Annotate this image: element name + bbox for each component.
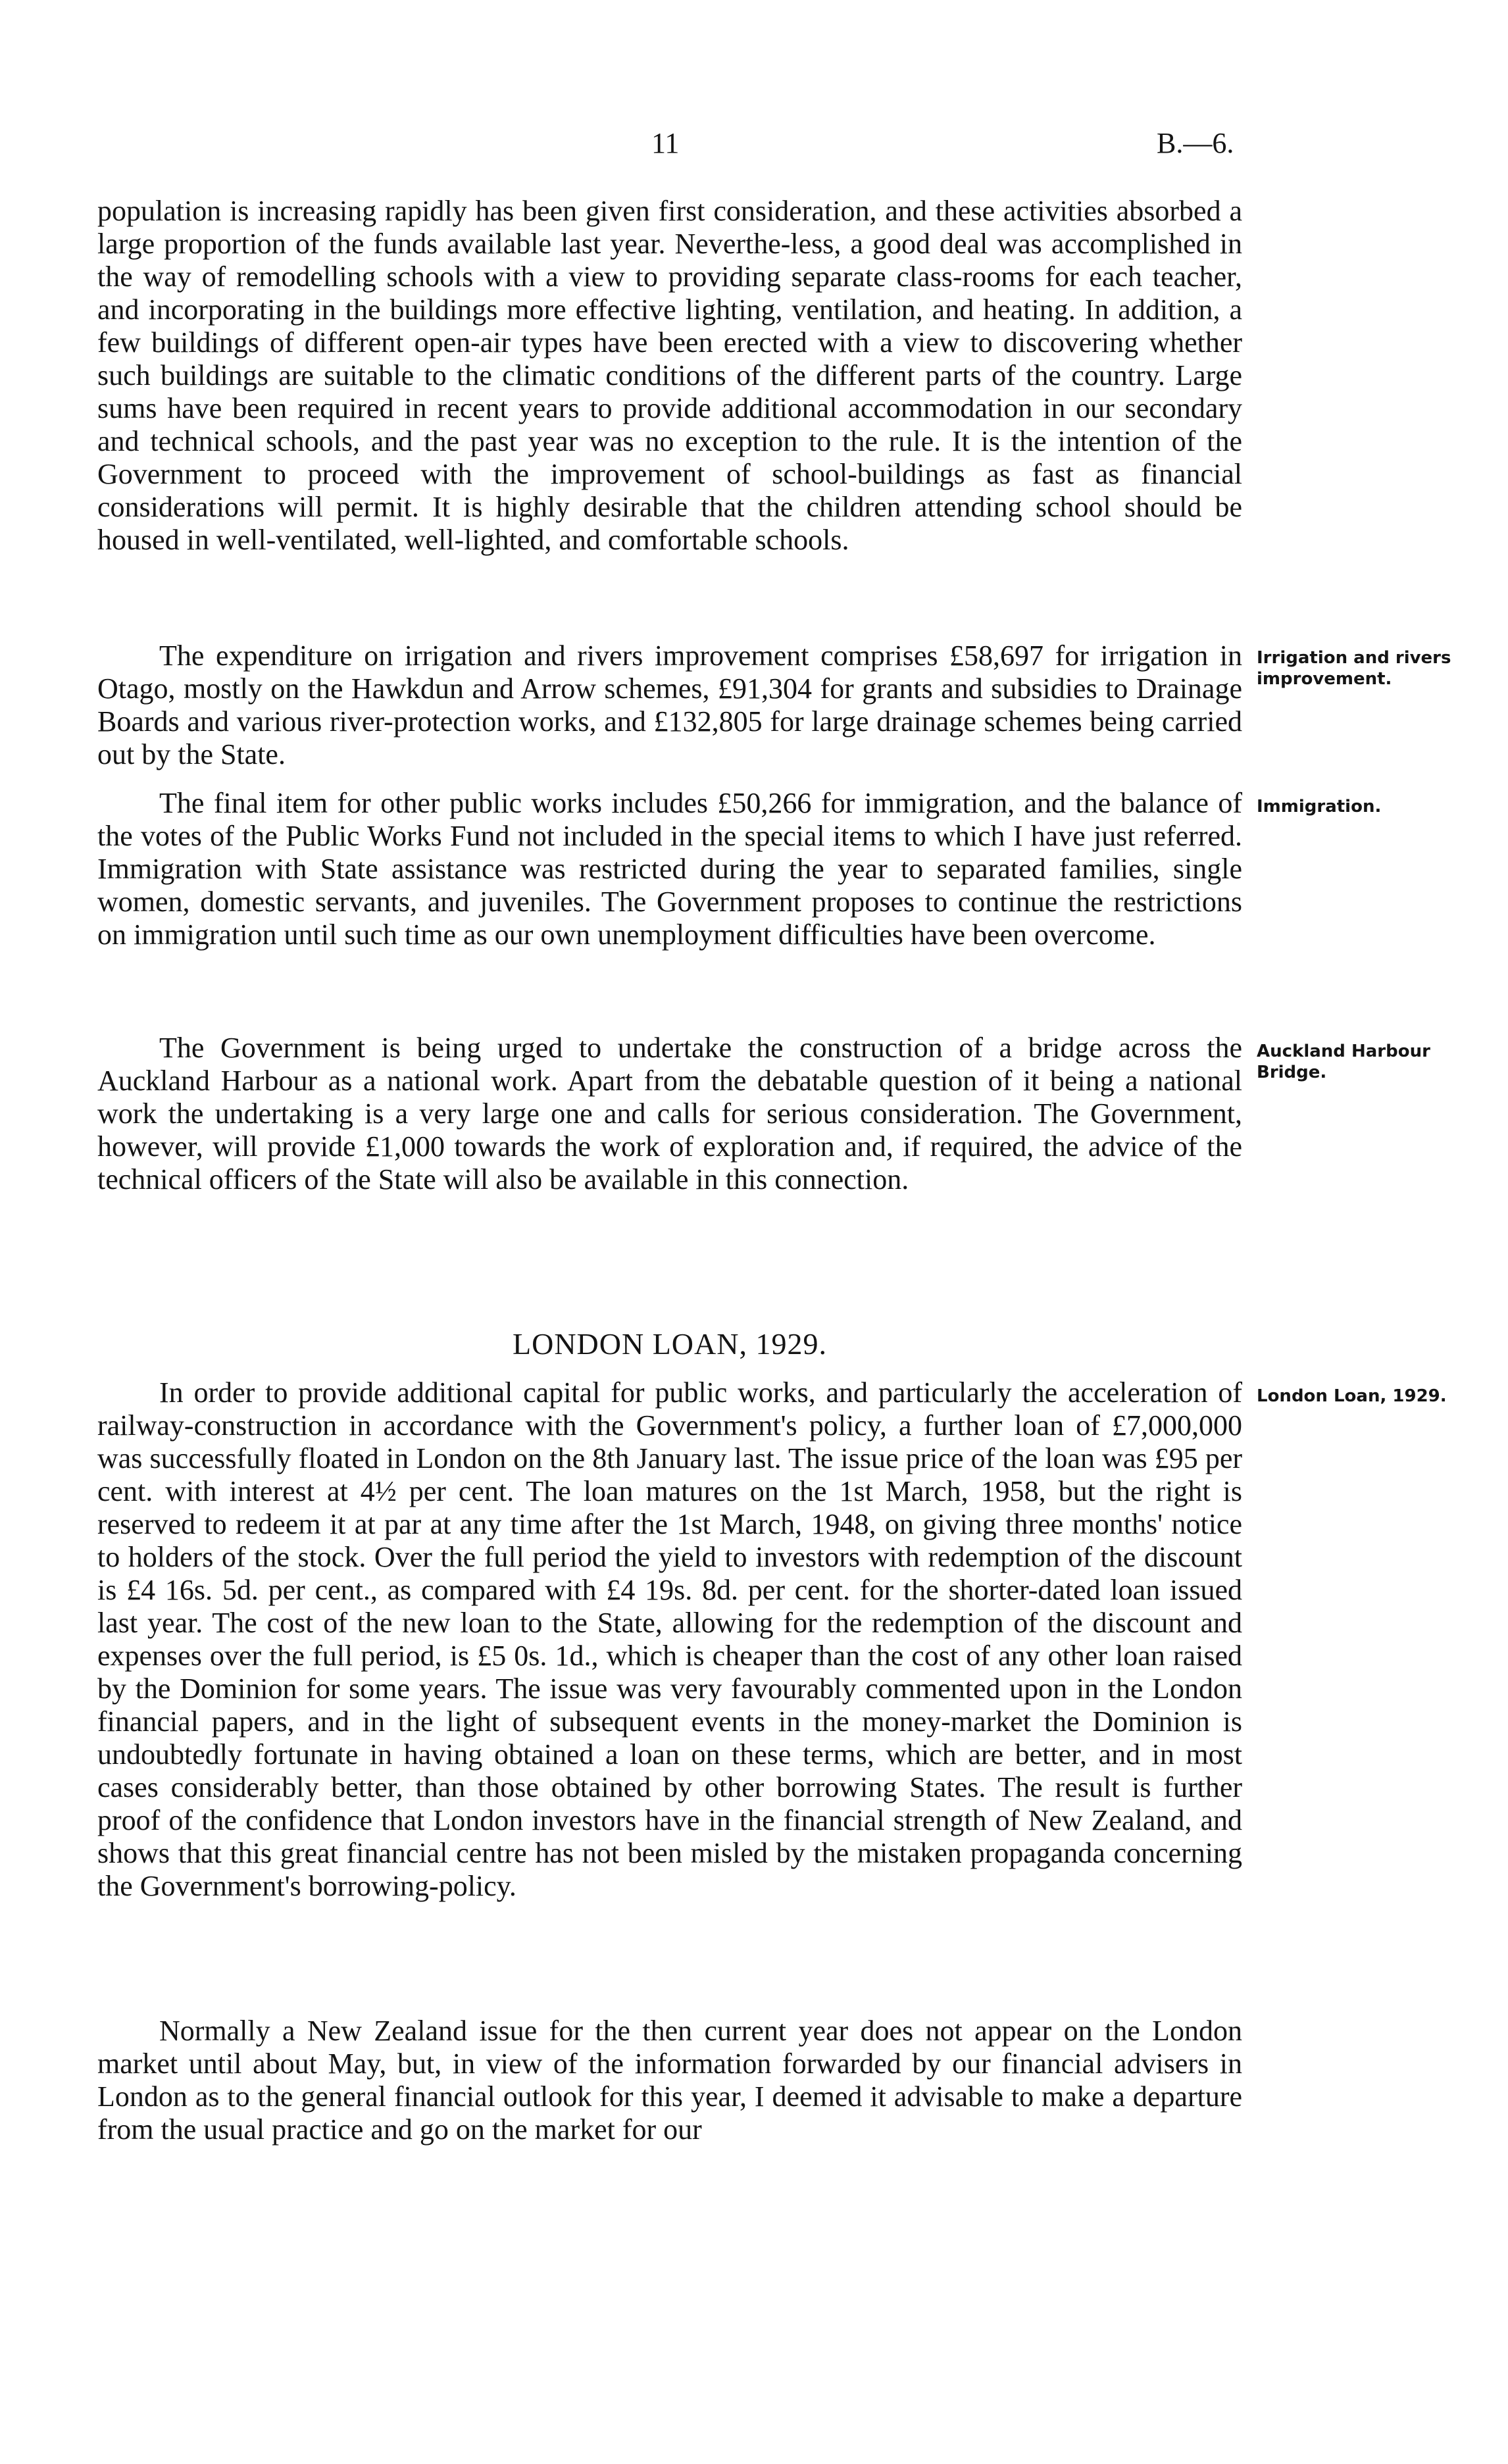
page-number: 11 [651, 127, 680, 159]
sidenote-line: London Loan, 1929. [1257, 1386, 1447, 1406]
sidenote-line: Irrigation and rivers [1257, 648, 1451, 668]
document-reference: B.—6. [1157, 127, 1234, 159]
sidenote-line: improvement. [1257, 669, 1392, 689]
sidenote-auckland-bridge [1257, 1041, 1500, 1083]
paragraph-irrigation [97, 640, 1242, 771]
section-heading: LONDON LOAN, 1929. [513, 1327, 827, 1361]
sidenote-line: Bridge. [1257, 1063, 1327, 1082]
paragraph-text: Normally a New Zealand issue for the then current year does not appear on the London market until about May, but, in view of the information forwarded by our financial advisers in London as to the general financial outlook for this year, I deemed it advisable to make a departure from the usual practice and go on the market for our [97, 2015, 1242, 2146]
paragraph-auckland-bridge [97, 1032, 1242, 1196]
paragraph-school-buildings [97, 195, 1242, 557]
paragraph-text: The Government is being urged to undertake the construction of a bridge across the Auckland Harbour as a national work. Apart from the debatable question of it being a national work the undertaking is a very large one and calls for serious consideration. The Government, however, will provide £1,000 towards the work of exploration and, if required, the advice of the technical officers of the State will also be available in this connection. [97, 1032, 1242, 1195]
paragraph-immigration [97, 787, 1242, 951]
paragraph-text: population is increasing rapidly has been given first consideration, and these activities absorbed a large proportion of the funds available last year. Neverthe-less, a good deal was accomplished in the way of remodelling schools with a view to providing separate class-rooms for each teacher, and incorporating in the buildings more effective lighting, ventilation, and heating. In addition, a few buildings of different open-air types have been erected with a view to discovering whether such buildings are suitable to the climatic conditions of the different parts of the country. Large sums have been required in recent years to provide additional accommodation in our secondary and technical schools, and the past year was no exception to the rule. It is the intention of the Government to proceed with the improvement of school-buildings as fast as financial considerations will permit. It is highly desirable that the children attending school should be housed in well-ventilated, well-lighted, and comfortable schools. [97, 195, 1242, 556]
sidenote-line: Immigration. [1257, 797, 1382, 817]
paragraph-text: In order to provide additional capital for public works, and particularly the acceleration of railway-construction in accordance with the Government's policy, a further loan of £7,000,000 was successfully floated in London on the 8th January last. The issue price of the loan was £95 per cent. with interest at 4½ per cent. The loan matures on the 1st March, 1958, but the right is reserved to redeem it at par at any time after the 1st March, 1948, on giving three months' notice to holders of the stock. Over the full period the yield to investors with redemption of the discount is £4 16s. 5d. per cent., as compared with £4 19s. 8d. per cent. for the shorter-dated loan issued last year. The cost of the new loan to the State, allowing for the redemption of the discount and expenses over the full period, is £5 0s. 1d., which is cheaper than the cost of any other loan raised by the Dominion for some years. The issue was very favourably commented upon in the London financial papers, and in the light of subsequent events in the money-market the Dominion is undoubtedly fortunate in having obtained a loan on these terms, which are better, and in most cases considerably better, than those obtained by other borrowing States. The result is further proof of the confidence that London investors have in the financial strength of New Zealand, and shows that this great financial centre has not been misled by the mistaken propaganda concerning the Government's borrowing-policy. [97, 1376, 1242, 1902]
paragraph-london-loan [97, 1376, 1242, 1903]
sidenote-irrigation [1257, 647, 1500, 690]
sidenote-line: Auckland Harbour [1257, 1042, 1430, 1061]
sidenote-london-loan [1257, 1386, 1500, 1407]
paragraph-text: The expenditure on irrigation and rivers improvement comprises £58,697 for irrigation in Otago, mostly on the Hawkdun and Arrow schemes, £91,304 for grants and subsidies to Drainage Boards and various river-protection works, and £132,805 for large drainage schemes being carried out by the State. [97, 640, 1242, 770]
paragraph-text: The final item for other public works includes £50,266 for immigration, and the balance of the votes of the Public Works Fund not included in the special items to which I have just referred. Immigration with State assistance was restricted during the year to separated families, single women, domestic servants, and juveniles. The Government proposes to continue the restrictions on immigration until such time as our own unemployment difficulties have been overcome. [97, 787, 1242, 951]
sidenote-immigration [1257, 796, 1500, 817]
paragraph-nz-issue [97, 2015, 1242, 2146]
